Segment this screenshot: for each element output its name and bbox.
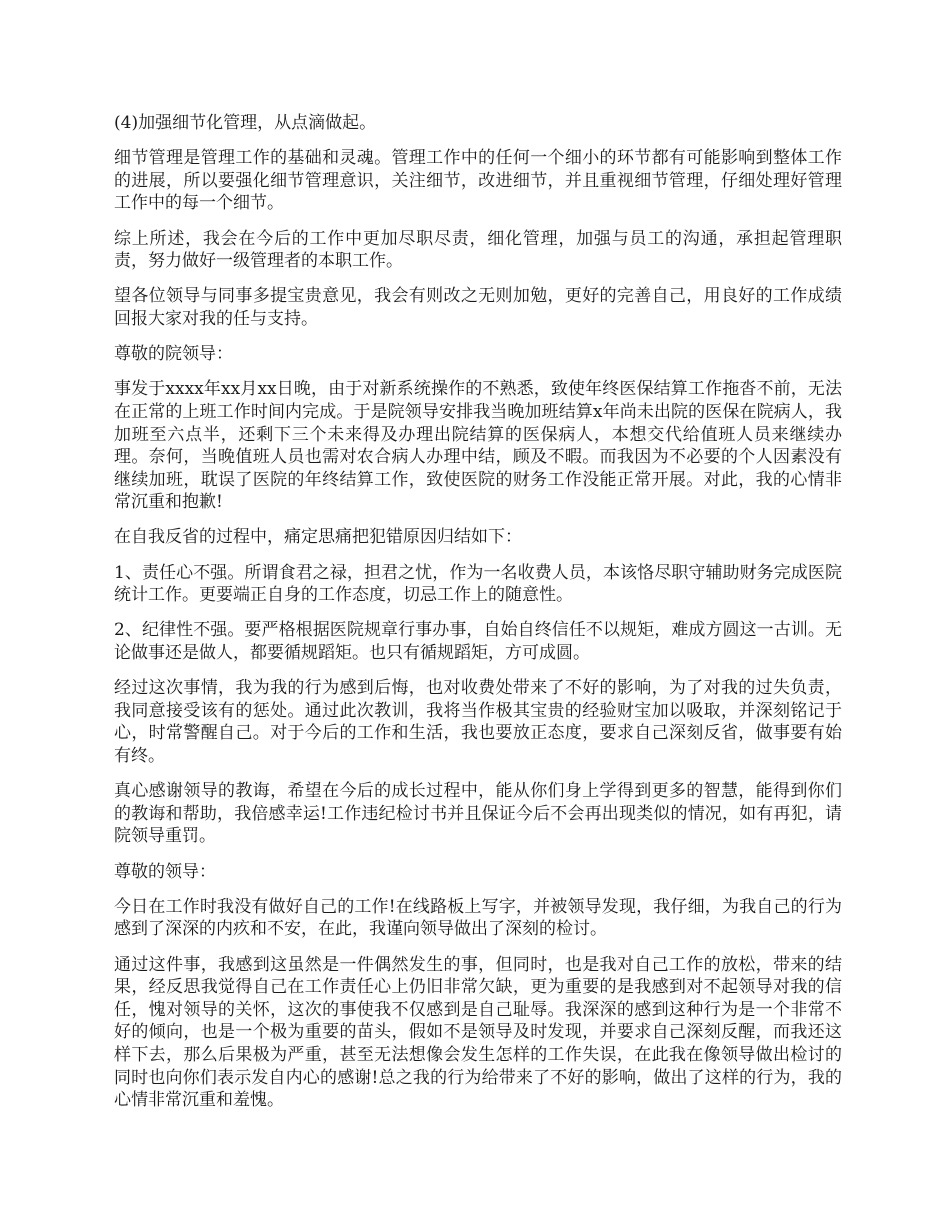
- salutation-hospital-leaders: 尊敬的院领导：: [114, 344, 233, 365]
- paragraph-reason-discipline: 2、纪律性不强。要严格根据医院规章行事办事，自始自终信任不以规矩，难成方圆这一古训。无论做事还是做人，都要循规蹈矩。也只有循规蹈矩，方可成圆。: [114, 620, 842, 664]
- paragraph-regret: 经过这次事情，我为我的行为感到后悔，也对收费处带来了不好的影响，为了对我的过失负责，我同意接受该有的惩处。通过此次教训，我将当作极其宝贵的经验财宝加以吸取，并深刻铭记于心，时常警醒自己。对于今后的工作和生活，我也要放正态度，要求自己深刻反省，做事要有始有终。: [114, 678, 842, 766]
- paragraph-request-feedback: 望各位领导与同事多提宝贵意见，我会有则改之无则加勉，更好的完善自己，用良好的工作成绩回报大家对我的任与支持。: [114, 286, 842, 329]
- paragraph-reflection-intro: 在自我反省的过程中，痛定思痛把犯错原因归结如下：: [114, 527, 522, 548]
- paragraph-detail-management: 细节管理是管理工作的基础和灵魂。管理工作中的任何一个细小的环节都有可能影响到整体工作的进展，所以要强化细节管理意识，关注细节，改进细节，并且重视细节管理，仔细处理好管理工作中的每一个细节。: [114, 148, 842, 214]
- paragraph-incident: 事发于xxxx年xx月xx日晚，由于对新系统操作的不熟悉，致使年终医保结算工作拖沓不前，无法在正常的上班工作时间内完成。于是院领导安排我当晚加班结算x年尚未出院的医保在院病人，我加班至六点半，还剩下三个未来得及办理出院结算的医保病人，本想交代给值班人员来继续办理。奈何，当晚值班人员也需对农合病人办理中结，顾及不暇。而我因为不必要的个人因素没有继续加班，耽误了医院的年终结算工作，致使医院的财务工作没能正常开展。对此，我的心情非常沉重和抱歉!: [114, 379, 842, 513]
- paragraph-heading-detail-management: (4)加强细节化管理，从点滴做起。: [114, 113, 377, 133]
- salutation-leaders: 尊敬的领导：: [114, 861, 216, 882]
- paragraph-reason-responsibility: 1、责任心不强。所谓食君之禄，担君之忧，作为一名收费人员，本该恪尽职守辅助财务完成医院统计工作。更要端正自身的工作态度，切忌工作上的随意性。: [114, 562, 842, 606]
- paragraph-thanks: 真心感谢领导的教诲，希望在今后的成长过程中，能从你们身上学得到更多的智慧，能得到你们的教诲和帮助，我倍感幸运!工作违纪检讨书并且保证今后不会再出现类似的情况，如有再犯，请院领导重罚。: [114, 781, 842, 847]
- paragraph-self-criticism: 通过这件事，我感到这虽然是一件偶然发生的事，但同时，也是我对自己工作的放松，带来的结果，经反思我觉得自己在工作责任心上仍旧非常欠缺，更为重要的是我感到对不起领导对我的信任，愧对领导的关怀，这次的事使我不仅感到是自己耻辱。我深深的感到这种行为是一个非常不好的倾向，也是一个极为重要的苗头，假如不是领导及时发现，并要求自己深刻反醒，而我还这样下去，那么后果极为严重，甚至无法想像会发生怎样的工作失误，在此我在像领导做出检讨的同时也向你们表示发自内心的感谢!总之我的行为给带来了不好的影响，做出了这样的行为，我的心情非常沉重和羞愧。: [114, 954, 842, 1111]
- document-page: [114, 112, 842, 1124]
- paragraph-today-mistake: 今日在工作时我没有做好自己的工作!在线路板上写字，并被领导发现，我仔细，为我自己的行为感到了深深的内疚和不安，在此，我谨向领导做出了深刻的检讨。: [114, 896, 842, 940]
- paragraph-summary: 综上所述，我会在今后的工作中更加尽职尽责，细化管理，加强与员工的沟通，承担起管理职责，努力做好一级管理者的本职工作。: [114, 228, 842, 272]
